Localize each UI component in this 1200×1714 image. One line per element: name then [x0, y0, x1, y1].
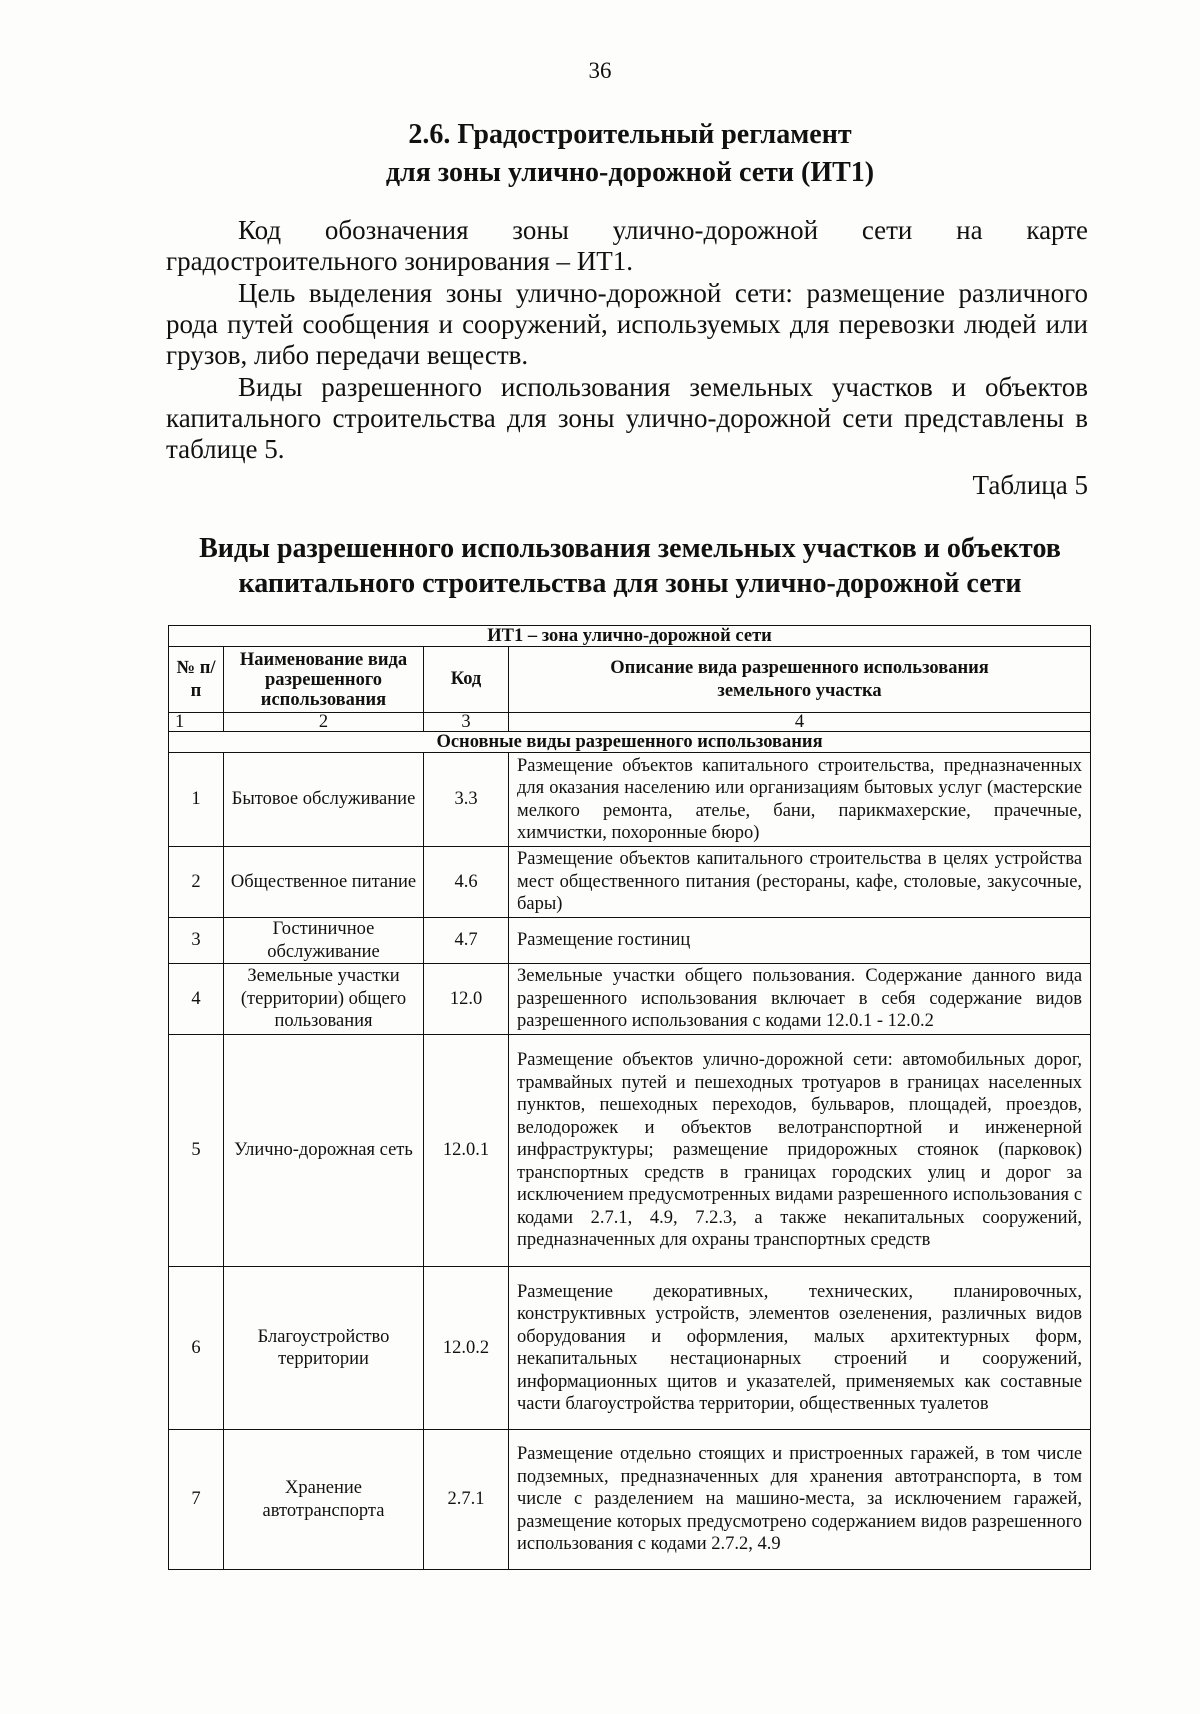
row-name: Бытовое обслуживание [224, 753, 424, 847]
table-row [169, 753, 1091, 847]
section-title-line1: 2.6. Градостроительный регламент [408, 119, 852, 150]
row-description: Размещение гостиниц [509, 918, 1091, 964]
row-code: 3.3 [424, 753, 509, 847]
col-header-code: Код [424, 647, 509, 713]
paragraph-table-reference-text: Виды разрешенного использования земельных участков и объектов капитального строительства для зоны улично-дорожной сети представлены в таблице 5. [166, 372, 1088, 464]
table-row [169, 918, 1091, 964]
section-label: Основные виды разрешенного использования [169, 732, 1091, 753]
row-code: 12.0.1 [424, 1035, 509, 1267]
row-name: Улично-дорожная сеть [224, 1035, 424, 1267]
col-header-name: Наименование вида разрешенного использования [224, 647, 424, 713]
section-row [169, 732, 1091, 753]
table-row [169, 847, 1091, 918]
column-number: 4 [509, 713, 1091, 732]
col-header-description: Описание вида разрешенного использования земельного участка [509, 647, 1091, 713]
page-number: 36 [588, 58, 612, 83]
section-title [0, 116, 1200, 192]
zone-header: ИТ1 – зона улично-дорожной сети [169, 626, 1091, 647]
column-number-row [169, 713, 1091, 732]
row-number: 1 [169, 753, 224, 847]
paragraph-zone-purpose [166, 278, 1088, 371]
row-description: Земельные участки общего пользования. Содержание данного вида разрешенного использования включает в себя содержание видов разрешенного использования с кодами 12.0.1 - 12.0.2 [509, 964, 1091, 1035]
row-name: Земельные участки (территории) общего пользования [224, 964, 424, 1035]
row-description: Размещение объектов капитального строительства, предназначенных для оказания населению или организациям бытовых услуг (мастерские мелкого ремонта, ателье, бани, парикмахерские, прачечные, химчистки, похоронные бюро) [509, 753, 1091, 847]
row-number: 4 [169, 964, 224, 1035]
table-title [0, 531, 1200, 601]
paragraph-zone-code-text: Код обозначения зоны улично-дорожной сети на карте градостроительного зонирования – ИТ1. [166, 215, 1088, 276]
row-number: 7 [169, 1430, 224, 1570]
row-code: 4.6 [424, 847, 509, 918]
table-title-line1: Виды разрешенного использования земельных участков и объектов [199, 533, 1061, 564]
row-number: 5 [169, 1035, 224, 1267]
table-row [169, 1430, 1091, 1570]
permitted-use-table [168, 625, 1091, 1570]
paragraph-table-reference [166, 372, 1088, 465]
table-label: Таблица 5 [972, 470, 1088, 500]
row-code: 12.0.2 [424, 1267, 509, 1430]
row-number: 6 [169, 1267, 224, 1430]
row-number: 3 [169, 918, 224, 964]
row-description: Размещение объектов улично-дорожной сети: автомобильных дорог, трамвайных путей и пешеходных тротуаров в границах населенных пунктов, пешеходных переходов, бульваров, площадей, проездов, велодорожек и объектов велотранспортной и инженерной инфраструктуры; размещение придорожных стоянок (парковок) транспортных средств в границах городских улиц и дорог за исключением предусмотренных видами разрешенного использования с кодами 2.7.1, 4.9, 7.2.3, а также некапитальных сооружений, предназначенных для охраны транспортных средств [509, 1035, 1091, 1267]
section-title-line2: для зоны улично-дорожной сети (ИТ1) [385, 157, 875, 188]
row-description: Размещение декоративных, технических, планировочных, конструктивных устройств, элементов озеленения, различных видов оборудования и оформления, малых архитектурных форм, некапитальных нестационарных строений и сооружений, информационных щитов и указателей, применяемых как составные части благоустройства территории, общественных туалетов [509, 1267, 1091, 1430]
row-number: 2 [169, 847, 224, 918]
paragraph-zone-code [166, 215, 1088, 277]
column-header-row [169, 647, 1091, 713]
row-code: 2.7.1 [424, 1430, 509, 1570]
table-row [169, 964, 1091, 1035]
row-name: Благоустройство территории [224, 1267, 424, 1430]
row-name: Хранение автотранспорта [224, 1430, 424, 1570]
row-description: Размещение объектов капитального строительства в целях устройства мест общественного питания (рестораны, кафе, столовые, закусочные, бары) [509, 847, 1091, 918]
row-name: Общественное питание [224, 847, 424, 918]
table-title-line2: капитального строительства для зоны улично-дорожной сети [238, 568, 1022, 599]
paragraph-zone-purpose-text: Цель выделения зоны улично-дорожной сети: размещение различного рода путей сообщения и сооружений, используемых для перевозки людей или грузов, либо передачи веществ. [166, 278, 1088, 370]
zone-header-row [169, 626, 1091, 647]
table-row [169, 1267, 1091, 1430]
row-description: Размещение отдельно стоящих и пристроенных гаражей, в том числе подземных, предназначенных для хранения автотранспорта, в том числе с разделением на машино-места, за исключением гаражей, размещение которых предусмотрено содержанием видов разрешенного использования с кодами 2.7.2, 4.9 [509, 1430, 1091, 1570]
table-row [169, 1035, 1091, 1267]
col-header-number: № п/п [169, 647, 224, 713]
column-number: 2 [224, 713, 424, 732]
row-name: Гостиничное обслуживание [224, 918, 424, 964]
column-number: 1 [169, 713, 224, 732]
row-code: 4.7 [424, 918, 509, 964]
column-number: 3 [424, 713, 509, 732]
row-code: 12.0 [424, 964, 509, 1035]
